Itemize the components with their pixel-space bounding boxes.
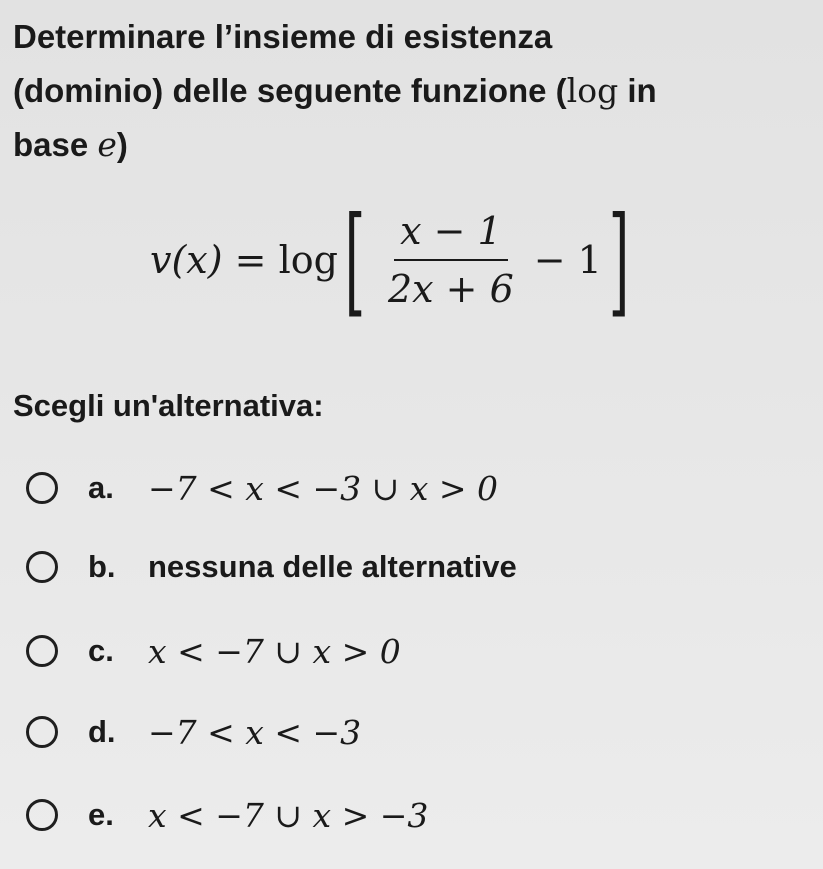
option-letter: a. <box>88 470 114 505</box>
question-line-2: (dominio) delle seguente funzione (log in <box>13 71 657 110</box>
option-b[interactable] <box>26 542 517 592</box>
option-d[interactable] <box>26 707 361 757</box>
formula-equals: = <box>222 238 279 282</box>
formula-numerator: x − 1 <box>394 209 508 261</box>
option-text: x < −7 ∪ x > 0 <box>148 631 401 671</box>
option-text: −7 < x < −3 <box>148 712 362 752</box>
question-line-1: Determinare l’insieme di esistenza <box>13 18 553 55</box>
question-line-3: base e) <box>13 125 128 164</box>
option-c[interactable] <box>26 626 401 676</box>
formula-lhs: v(x) <box>150 238 223 282</box>
option-letter: c. <box>88 633 114 668</box>
choice-prompt: Scegli un'alternativa: <box>13 388 324 423</box>
radio-button-b[interactable] <box>26 551 58 583</box>
radio-button-a[interactable] <box>26 472 58 504</box>
radio-button-e[interactable] <box>26 799 58 831</box>
formula-right-bracket: ] <box>608 191 630 329</box>
radio-button-c[interactable] <box>26 635 58 667</box>
option-text: x < −7 ∪ x > −3 <box>148 795 429 835</box>
formula-left-bracket: [ <box>344 191 366 329</box>
formula-log: log <box>278 238 338 282</box>
function-formula <box>150 190 636 330</box>
option-letter: b. <box>88 549 116 584</box>
option-a[interactable] <box>26 463 498 513</box>
option-text: −7 < x < −3 ∪ x > 0 <box>148 468 499 508</box>
option-letter: e. <box>88 797 114 832</box>
option-text: nessuna delle alternative <box>148 549 517 584</box>
option-letter: d. <box>88 714 116 749</box>
formula-tail: − 1 <box>533 238 602 282</box>
option-e[interactable] <box>26 790 428 840</box>
question-text <box>13 10 813 172</box>
formula-fraction <box>382 209 520 311</box>
formula-denominator: 2x + 6 <box>387 267 514 311</box>
radio-button-d[interactable] <box>26 716 58 748</box>
